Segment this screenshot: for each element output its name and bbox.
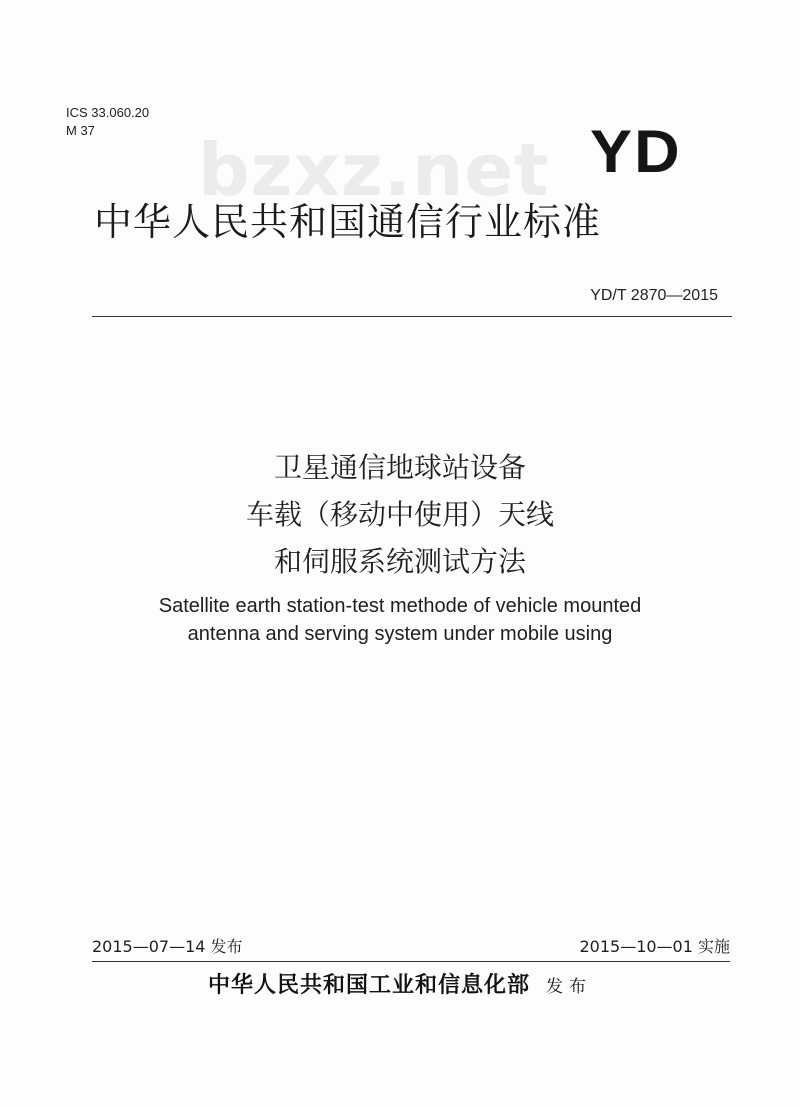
footer-divider <box>92 961 730 962</box>
yd-logo: YD <box>590 118 682 185</box>
ccs-code: M 37 <box>66 123 95 138</box>
implementation-date: 2015—10—01 实施 <box>579 937 730 956</box>
ics-code: ICS 33.060.20 <box>66 105 150 120</box>
watermark: bzxz.net <box>198 128 550 212</box>
standard-organization: 中华人民共和国通信行业标准 <box>94 200 602 244</box>
title-english <box>0 592 800 648</box>
header-divider <box>92 316 732 317</box>
classification-codes <box>66 104 149 140</box>
title-chinese <box>0 444 800 585</box>
standard-number: YD/T 2870—2015 <box>590 287 718 304</box>
title-cn-line: 和伺服系统测试方法 <box>273 545 526 578</box>
title-cn-line: 卫星通信地球站设备 <box>273 451 526 484</box>
issue-date: 2015—07—14 发布 <box>92 937 243 956</box>
title-en-line: antenna and serving system under mobile using <box>187 623 613 645</box>
issuer <box>0 970 800 1003</box>
title-en-line: Satellite earth station-test methode of vehicle mounted <box>158 595 642 617</box>
issuer-name: 中华人民共和国工业和信息化部 <box>207 973 530 998</box>
issuer-action: 发布 <box>546 977 592 997</box>
title-cn-line: 车载（移动中使用）天线 <box>245 498 554 531</box>
